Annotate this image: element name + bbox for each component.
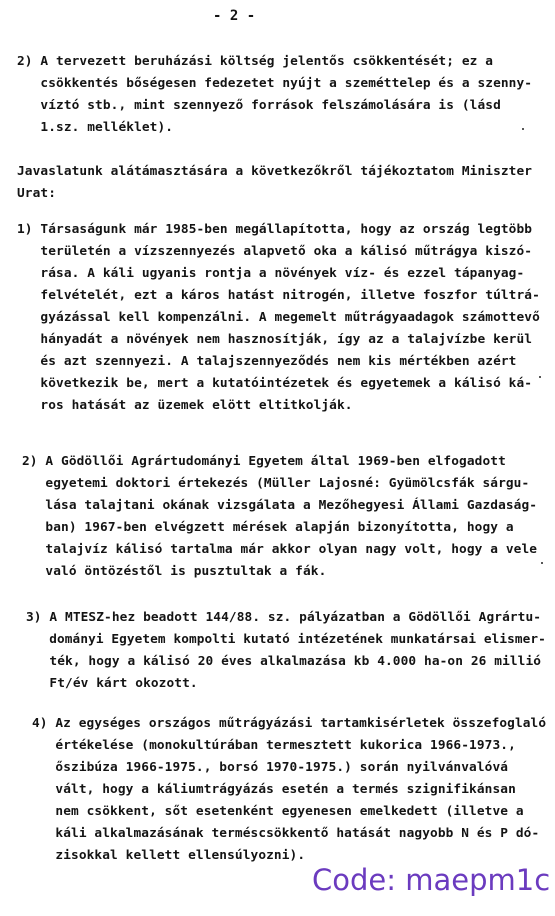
text-line: egyetemi doktori értekezés (Müller Lajosné: Gyümölcsfák sárgu- [22, 476, 530, 491]
text-line: csökkentés bőségesen fedezetet nyújt a szeméttelep és a szenny- [17, 76, 533, 91]
text-line: 2) A Gödöllői Agrártudományi Egyetem által 1969-ben elfogadott [22, 454, 506, 469]
text-line: dományi Egyetem kompolti kutató intézetének munkatársai elismer- [26, 632, 546, 647]
text-line: őszibúza 1966-1975., borsó 1970-1975.) során nyilvánvalóvá [32, 760, 509, 775]
scan-speck [522, 128, 524, 130]
scan-speck [541, 562, 543, 564]
text-line: következik be, mert a kutatóintézetek és egyetemek a kálisó ká- [17, 376, 533, 391]
text-line: 2) A tervezett beruházási költség jelentős csökkentését; ez a [17, 54, 494, 69]
text-line: területén a vízszennyezés alapvető oka a kálisó műtrágya kiszó- [17, 244, 533, 259]
text-line: 4) Az egységes országos műtrágyázási tartamkisérletek összefoglaló [32, 716, 547, 731]
scan-speck [539, 376, 541, 378]
text-line: talajvíz kálisó tartalma már akkor olyan nagy volt, hogy a vele [22, 542, 538, 557]
text-line: zisokkal kellett ellensúlyozni). [32, 848, 306, 863]
text-line: káli alkalmazásának terméscsökkentő hatását nagyobb N és P dó- [32, 826, 540, 841]
text-line: lása talajtani okának vizsgálata a Mezőhegyesi Állami Gazdaság- [22, 498, 538, 513]
text-line: Ft/év kárt okozott. [26, 676, 198, 691]
text-line: 1) Társaságunk már 1985-ben megállapította, hogy az ország legtöbb [17, 222, 533, 237]
text-line: 3) A MTESZ-hez beadott 144/88. sz. pályázatban a Gödöllői Agrártu- [26, 610, 542, 625]
text-line: 1.sz. melléklet). [17, 120, 174, 135]
text-line: gyázással kell kompenzálni. A megemelt műtrágyaadagok számottevő [17, 310, 540, 325]
code-label: Code: maepm1c [312, 863, 551, 897]
page-number: - 2 - [213, 8, 256, 24]
text-line: vált, hogy a káliumtrágyázás esetén a termés szignifikánsan [32, 782, 516, 797]
text-line: ban) 1967-ben elvégzett mérések alapján bizonyította, hogy a [22, 520, 514, 535]
text-line: Urat: [17, 186, 57, 201]
text-line: víztó stb., mint szennyező források felszámolására is (lásd [17, 98, 501, 113]
text-line: nem csökkent, sőt esetenként egyenesen emelkedett (illetve a [32, 804, 524, 819]
text-line: felvételét, ezt a káros hatást nitrogén, illetve foszfor túltrá- [17, 288, 540, 303]
text-line: rása. A káli ugyanis rontja a növények víz- és ezzel tápanyag- [17, 266, 525, 281]
text-line: Javaslatunk alátámasztására a következőkről tájékoztatom Miniszter [17, 164, 533, 179]
text-line: és azt szennyezi. A talajszennyeződés nem kis mértékben azért [17, 354, 517, 369]
text-line: hányadát a növények nem hasznosítják, így az a talajvízbe kerül [17, 332, 533, 347]
text-line: értékelése (monokultúrában termesztett kukorica 1966-1973., [32, 738, 516, 753]
text-line: ték, hogy a kálisó 20 éves alkalmazása kb 4.000 ha-on 26 millió [26, 654, 542, 669]
text-line: ros hatását az üzemek elött eltitkolják. [17, 398, 353, 413]
text-line: való öntözéstől is pusztultak a fák. [22, 564, 327, 579]
